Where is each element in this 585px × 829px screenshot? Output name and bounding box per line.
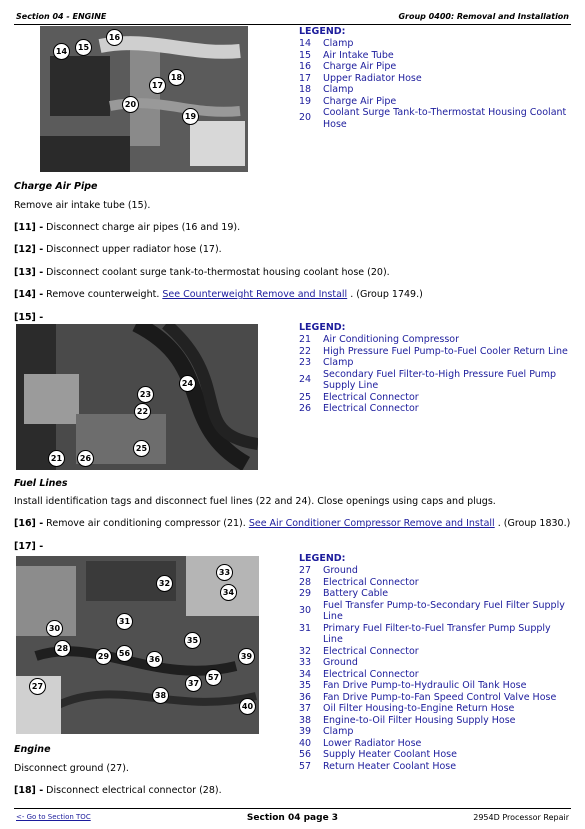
callout: 23 [137,386,154,403]
legend-number: 23 [299,357,312,368]
legend-number: 16 [299,61,312,72]
legend-text: Clamp [323,357,354,368]
page-header [14,6,571,25]
legend-number: 30 [299,604,312,616]
legend-text: Oil Filter Housing-to-Engine Return Hose [323,703,515,714]
legend-row [299,84,568,96]
legend-number: 15 [299,49,312,61]
step-number: [13] - [14,267,44,278]
legend-row [299,692,568,704]
legend-text: Upper Radiator Hose [323,72,422,84]
step-text: Disconnect charge air pipes (16 and 19). [43,222,241,233]
legend-heading: LEGEND: [299,322,346,333]
legend-row [299,96,568,108]
callout: 35 [184,632,201,649]
legend-number: 32 [299,645,312,657]
engine-photo-art [16,556,259,734]
callout: 56 [116,645,133,662]
callout: 16 [106,29,123,46]
legend-row [299,73,568,85]
callout: 18 [168,69,185,86]
step-16 [14,518,570,529]
callout: 39 [238,648,255,665]
callout: 15 [75,39,92,56]
legend-text: Clamp [323,726,354,737]
legend-row [299,749,568,761]
step-text: Remove air conditioning compressor (21). [43,518,249,529]
legend-number: 24 [299,373,312,385]
callout: 20 [122,96,139,113]
step-13 [14,267,390,278]
legend-1 [299,26,568,130]
callout: 34 [220,584,237,601]
legend-row [299,392,568,404]
section-label: Section 04 - ENGINE [16,12,107,21]
legend-number: 21 [299,334,312,345]
engine-text: Disconnect ground (27). [14,763,129,774]
legend-number: 31 [299,622,312,634]
legend-text: Clamp [323,84,354,95]
legend-row [299,357,568,369]
legend-number: 14 [299,38,312,49]
legend-text: Electrical Connector [323,576,419,588]
legend-text: Clamp [323,38,354,49]
legend-text: Air Conditioning Compressor [323,334,459,345]
legend-row [299,107,568,130]
legend-row [299,761,568,773]
manual-title: 2954D Processor Repair [473,813,569,822]
legend-row [299,61,568,73]
legend-number: 25 [299,391,312,403]
legend-number: 36 [299,691,312,703]
legend-number: 40 [299,737,312,749]
callout: 33 [216,564,233,581]
legend-row [299,334,568,346]
legend-row [299,577,568,589]
callout: 24 [179,375,196,392]
callout: 14 [53,43,70,60]
legend-text: Return Heater Coolant Hose [323,760,457,772]
group-label: Group 0400: Removal and Installation [398,12,569,21]
legend-row [299,600,568,623]
step-number: [11] - [14,222,44,233]
legend-text: Ground [323,657,358,668]
legend-text: Primary Fuel Filter-to-Fuel Transfer Pump Supply Line [323,622,551,645]
step-text: Disconnect coolant surge tank-to-thermostat housing coolant hose (20). [43,267,390,278]
legend-number: 17 [299,72,312,84]
legend-row [299,669,568,681]
legend-text: Fuel Transfer Pump-to-Secondary Fuel Filter Supply Line [323,599,565,622]
callout: 21 [48,450,65,467]
step-number: [15] - [14,312,44,323]
legend-number: 33 [299,657,312,668]
callout: 22 [134,403,151,420]
step-tail: . (Group 1749.) [347,289,423,300]
legend-number: 38 [299,714,312,726]
legend-number: 26 [299,403,312,414]
callout: 32 [156,575,173,592]
legend-text: Secondary Fuel Filter-to-High Pressure Fuel Pump Supply Line [323,368,557,391]
callout: 37 [185,675,202,692]
page-number: Section 04 page 3 [246,813,339,823]
charge-air-photo [40,26,248,172]
legend-number: 28 [299,576,312,588]
legend-text: Electrical Connector [323,403,419,414]
callout: 38 [152,687,169,704]
step-15 [14,312,43,323]
callout: 26 [77,450,94,467]
callout: 29 [95,648,112,665]
legend-row [299,588,568,600]
legend-number: 29 [299,588,312,599]
legend-row [299,726,568,738]
legend-text: Charge Air Pipe [323,95,397,107]
step-text: Disconnect upper radiator hose (17). [43,244,222,255]
step-11 [14,222,240,233]
legend-number: 56 [299,749,312,760]
callout: 31 [116,613,133,630]
step-18 [14,785,222,796]
callout: 19 [182,108,199,125]
legend-text: Engine-to-Oil Filter Housing Supply Hose [323,714,516,726]
callout: 36 [146,651,163,668]
step-number: [14] - [14,289,44,300]
step-number: [17] - [14,541,44,552]
legend-number: 39 [299,726,312,737]
legend-text: Air Intake Tube [323,49,394,61]
engine-title: Engine [14,744,51,755]
legend-row [299,657,568,669]
callout: 27 [29,678,46,695]
legend-2 [299,322,568,415]
legend-text: Electrical Connector [323,645,419,657]
legend-text: Lower Radiator Hose [323,737,422,749]
step-text: Remove counterweight. [43,289,163,300]
legend-row [299,403,568,415]
legend-text: Supply Heater Coolant Hose [323,749,457,760]
callout: 28 [54,640,71,657]
legend-number: 22 [299,345,312,357]
legend-text: Electrical Connector [323,668,419,680]
step-14 [14,289,423,300]
ac-compressor-link[interactable]: See Air Conditioner Compressor Remove and Install [248,518,495,529]
legend-number: 27 [299,565,312,576]
step-12 [14,244,222,255]
legend-number: 19 [299,95,312,107]
legend-number: 37 [299,703,312,714]
legend-heading: LEGEND: [299,26,346,37]
callout: 40 [239,698,256,715]
legend-number: 34 [299,668,312,680]
step-tail: . (Group 1830.) [494,518,571,529]
step-text: Disconnect electrical connector (28). [43,785,222,796]
legend-heading: LEGEND: [299,553,346,564]
legend-number: 57 [299,760,312,772]
fuel-lines-photo [16,324,258,470]
legend-number: 18 [299,84,312,95]
legend-row [299,346,568,358]
step-number: [18] - [14,785,44,796]
legend-text: Fan Drive Pump-to-Fan Speed Control Valve Hose [323,691,557,703]
legend-row [299,646,568,658]
fuel-lines-title: Fuel Lines [14,478,68,489]
page-footer [14,808,571,825]
engine-photo [16,556,259,734]
callout: 25 [133,440,150,457]
legend-text: Coolant Surge Tank-to-Thermostat Housing Coolant Hose [323,107,567,130]
callout: 17 [149,77,166,94]
callout: 30 [46,620,63,637]
legend-text: Ground [323,565,358,576]
fuel-lines-text: Install identification tags and disconnect fuel lines (22 and 24). Close openings using caps and plugs. [14,496,496,507]
legend-text: Charge Air Pipe [323,61,397,72]
legend-row [299,680,568,692]
legend-text: High Pressure Fuel Pump-to-Fuel Cooler Return Line [323,345,568,357]
charge-air-text: Remove air intake tube (15). [14,200,151,211]
callout: 57 [205,669,222,686]
legend-row [299,369,568,392]
step-number: [12] - [14,244,44,255]
legend-row [299,738,568,750]
legend-text: Fan Drive Pump-to-Hydraulic Oil Tank Hose [323,680,527,691]
legend-row [299,715,568,727]
legend-row [299,50,568,62]
legend-3 [299,553,568,772]
step-number: [16] - [14,518,44,529]
step-17 [14,541,43,552]
charge-air-photo-art [40,26,248,172]
legend-number: 35 [299,680,312,691]
legend-number: 20 [299,112,312,123]
legend-row [299,623,568,646]
charge-air-title: Charge Air Pipe [14,181,98,192]
legend-row [299,565,568,577]
counterweight-link[interactable]: See Counterweight Remove and Install [162,289,348,300]
legend-text: Battery Cable [323,588,389,599]
toc-link[interactable]: <- Go to Section TOC [16,813,91,821]
legend-row [299,38,568,50]
legend-text: Electrical Connector [323,391,419,403]
legend-row [299,703,568,715]
